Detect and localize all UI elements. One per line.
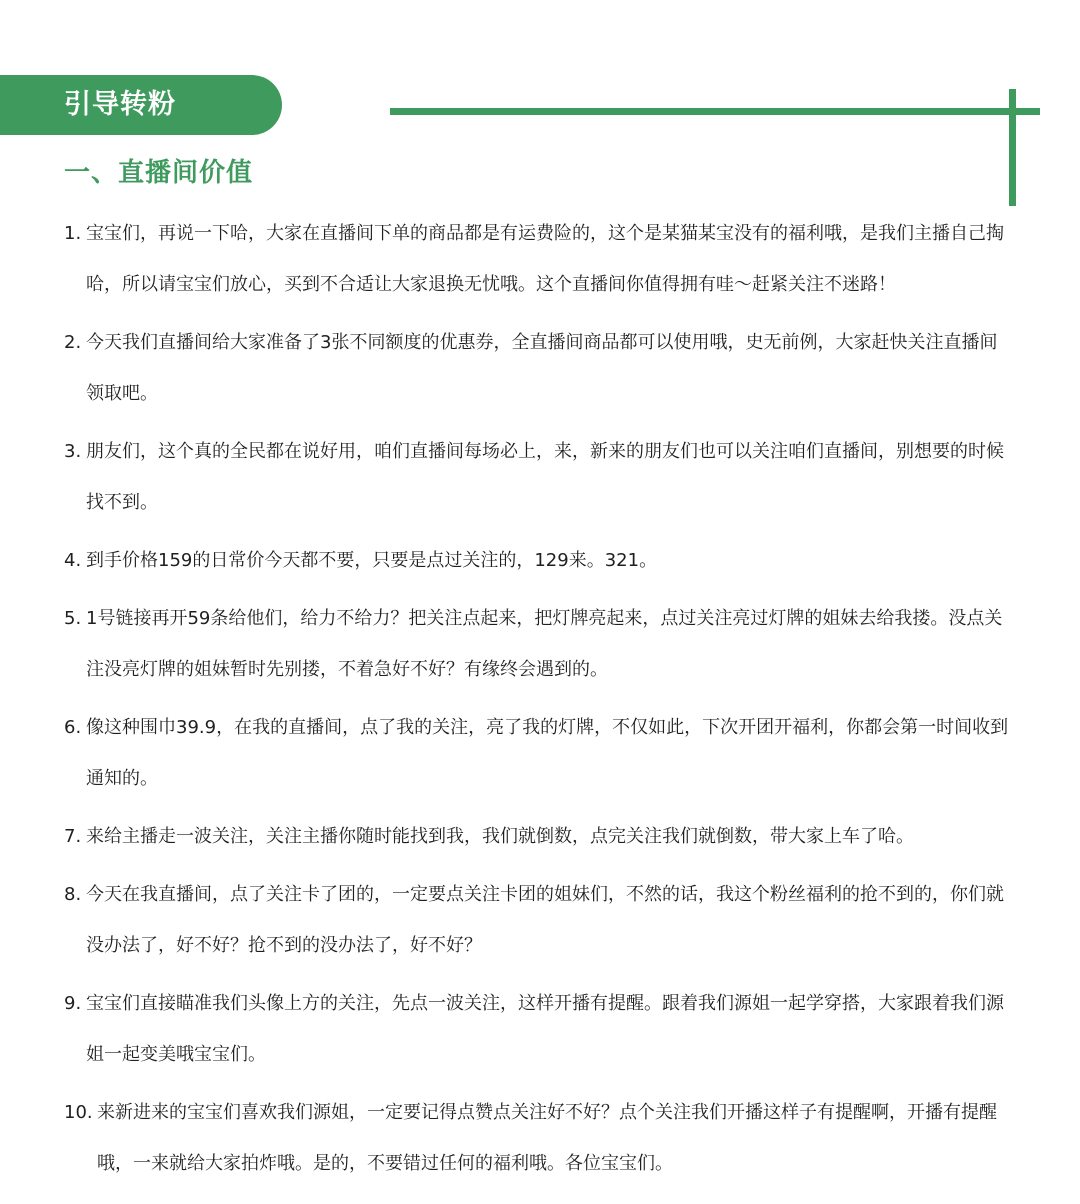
item-text: 到手价格159的日常价今天都不要，只要是点过关注的，129来。321。 (86, 550, 658, 571)
item-number: 10. (64, 1102, 93, 1123)
item-number: 7. (64, 826, 82, 847)
item-number: 9. (64, 993, 82, 1014)
item-number: 4. (64, 550, 82, 571)
section-title: 一、直播间价值 (64, 158, 254, 188)
list-item (64, 208, 1014, 310)
list-item (64, 535, 1014, 586)
list-item (64, 1087, 1014, 1189)
list-item (64, 593, 1014, 695)
item-text: 来给主播走一波关注，关注主播你随时能找到我，我们就倒数，点完关注我们就倒数，带大家上车了哈。 (86, 826, 914, 847)
script-list (64, 208, 1014, 1196)
item-text: 来新进来的宝宝们喜欢我们源姐，一定要记得点赞点关注好不好？点个关注我们开播这样子有提醒啊，开播有提醒哦，一来就给大家拍炸哦。是的，不要错过任何的福利哦。各位宝宝们。 (97, 1102, 997, 1174)
list-item (64, 869, 1014, 971)
item-number: 2. (64, 332, 82, 353)
banner-title: 引导转粉 (64, 89, 176, 120)
item-text: 宝宝们，再说一下哈，大家在直播间下单的商品都是有运费险的，这个是某猫某宝没有的福利哦，是我们主播自己掏哈，所以请宝宝们放心，买到不合适让大家退换无忧哦。这个直播间你值得拥有哇～赶紧关注不迷路！ (86, 223, 1004, 295)
list-item (64, 811, 1014, 862)
list-item (64, 317, 1014, 419)
section-banner (0, 75, 282, 135)
item-text: 朋友们，这个真的全民都在说好用，咱们直播间每场必上，来，新来的朋友们也可以关注咱们直播间，别想要的时候找不到。 (86, 441, 1004, 513)
item-text: 像这种围巾39.9，在我的直播间，点了我的关注，亮了我的灯牌，不仅如此，下次开团开福利，你都会第一时间收到通知的。 (86, 717, 1009, 789)
item-text: 宝宝们直接瞄准我们头像上方的关注，先点一波关注，这样开播有提醒。跟着我们源姐一起学穿搭，大家跟着我们源姐一起变美哦宝宝们。 (86, 993, 1004, 1065)
item-number: 6. (64, 717, 82, 738)
decorative-vertical-line (1009, 89, 1016, 206)
list-item (64, 426, 1014, 528)
list-item (64, 702, 1014, 804)
item-number: 5. (64, 608, 82, 629)
item-number: 8. (64, 884, 82, 905)
list-item (64, 978, 1014, 1080)
item-text: 今天在我直播间，点了关注卡了团的，一定要点关注卡团的姐妹们，不然的话，我这个粉丝福利的抢不到的，你们就没办法了，好不好？抢不到的没办法了，好不好？ (86, 884, 1004, 956)
item-text: 1号链接再开59条给他们，给力不给力？把关注点起来，把灯牌亮起来，点过关注亮过灯牌的姐妹去给我搂。没点关注没亮灯牌的姐妹暂时先别搂，不着急好不好？有缘终会遇到的。 (86, 608, 1003, 680)
item-number: 1. (64, 223, 82, 244)
item-text: 今天我们直播间给大家准备了3张不同额度的优惠券，全直播间商品都可以使用哦，史无前例，大家赶快关注直播间领取吧。 (86, 332, 998, 404)
decorative-horizontal-line (390, 108, 1040, 115)
item-number: 3. (64, 441, 82, 462)
